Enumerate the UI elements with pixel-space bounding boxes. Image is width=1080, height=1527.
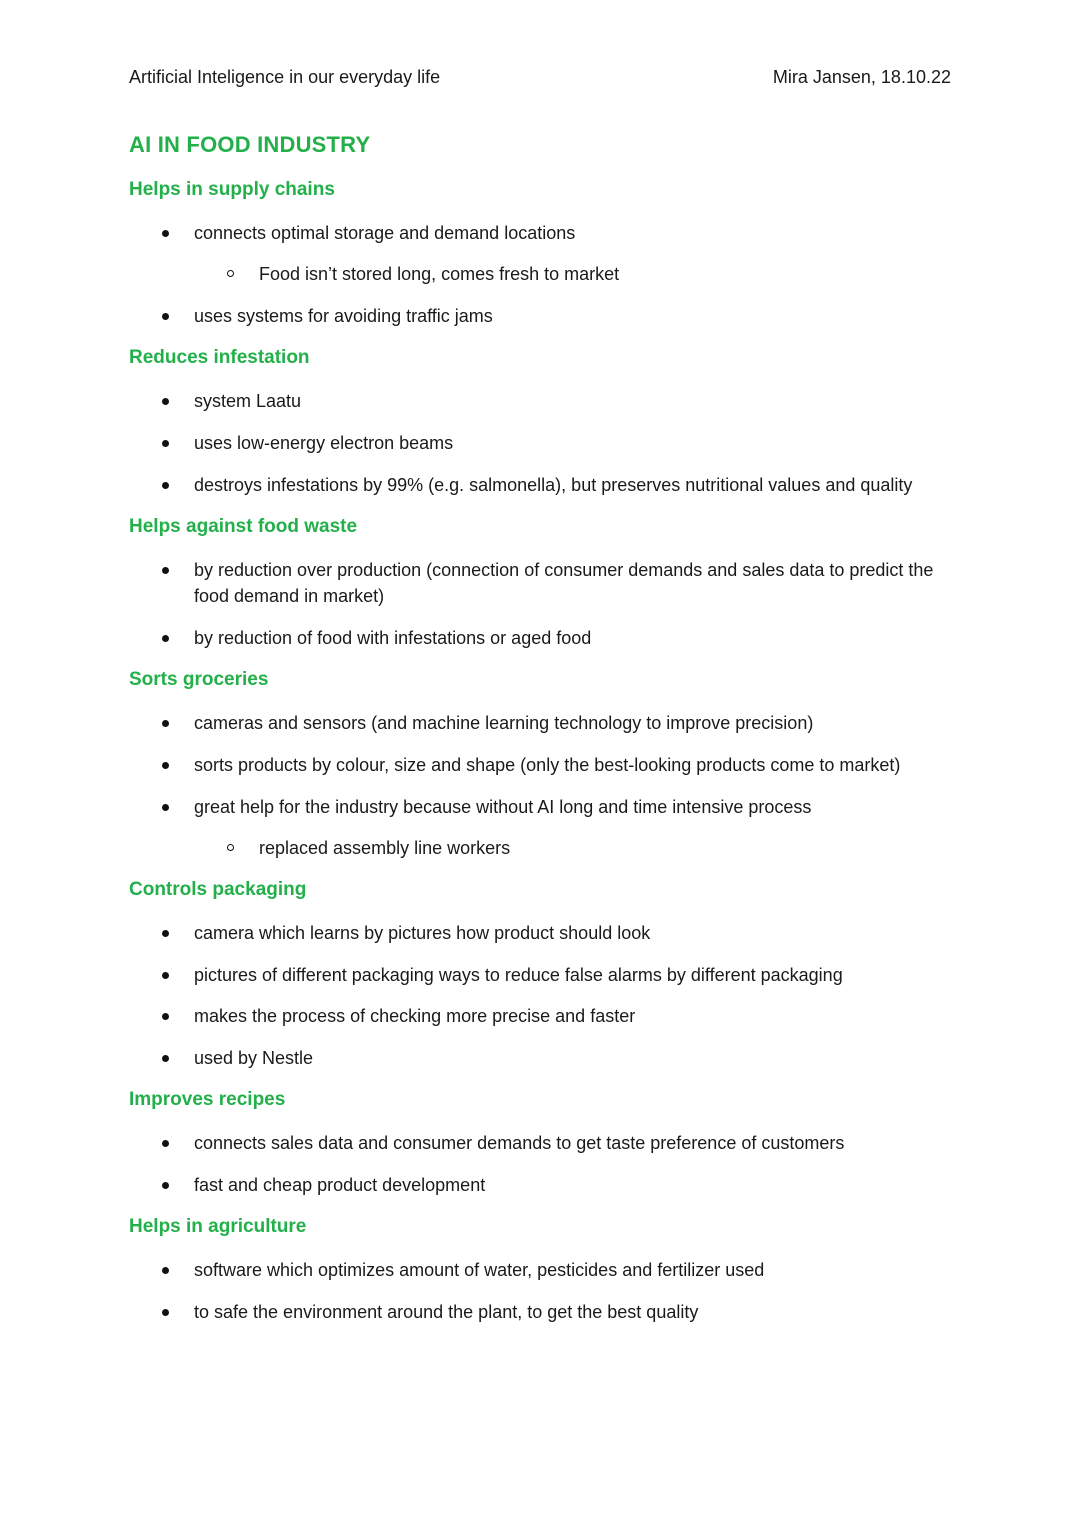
- section-title-agriculture: Helps in agriculture: [129, 1216, 307, 1237]
- list-item: camera which learns by pictures how product should look: [194, 920, 934, 946]
- list-item: great help for the industry because without AI long and time intensive process: [194, 794, 934, 820]
- list-item: sorts products by colour, size and shape (only the best-looking products come to market): [194, 752, 934, 778]
- list-item: cameras and sensors (and machine learning technology to improve precision): [194, 710, 934, 736]
- list-item: makes the process of checking more precise and faster: [194, 1003, 934, 1029]
- list-item: connects optimal storage and demand locations: [194, 220, 934, 246]
- list-item: fast and cheap product development: [194, 1172, 934, 1198]
- section-title-supply-chains: Helps in supply chains: [129, 179, 335, 200]
- list-item: uses low-energy electron beams: [194, 430, 934, 456]
- list-item: connects sales data and consumer demands to get taste preference of customers: [194, 1130, 934, 1156]
- list-item: pictures of different packaging ways to reduce false alarms by different packaging: [194, 962, 934, 988]
- section-title-reduces-infestation: Reduces infestation: [129, 347, 310, 368]
- list-item: uses systems for avoiding traffic jams: [194, 303, 934, 329]
- document-header-title: Artificial Inteligence in our everyday life: [129, 67, 441, 87]
- sub-list-item: replaced assembly line workers: [259, 835, 510, 861]
- main-title: AI IN FOOD INDUSTRY: [129, 132, 371, 157]
- list-item: by reduction of food with infestations or aged food: [194, 625, 934, 651]
- list-item: system Laatu: [194, 388, 934, 414]
- section-title-controls-packaging: Controls packaging: [129, 879, 307, 900]
- list-item: to safe the environment around the plant, to get the best quality: [194, 1299, 934, 1325]
- section-title-improves-recipes: Improves recipes: [129, 1089, 286, 1110]
- section-title-sorts-groceries: Sorts groceries: [129, 669, 269, 690]
- list-item: by reduction over production (connection of consumer demands and sales data to predict the food demand in market): [194, 557, 934, 609]
- list-item: destroys infestations by 99% (e.g. salmonella), but preserves nutritional values and quality: [194, 472, 934, 498]
- document-header-author-date: Mira Jansen, 18.10.22: [772, 67, 951, 87]
- list-item: software which optimizes amount of water, pesticides and fertilizer used: [194, 1257, 934, 1283]
- section-title-food-waste: Helps against food waste: [129, 516, 358, 537]
- sub-list-item: Food isn’t stored long, comes fresh to market: [259, 261, 619, 287]
- list-item: used by Nestle: [194, 1045, 934, 1071]
